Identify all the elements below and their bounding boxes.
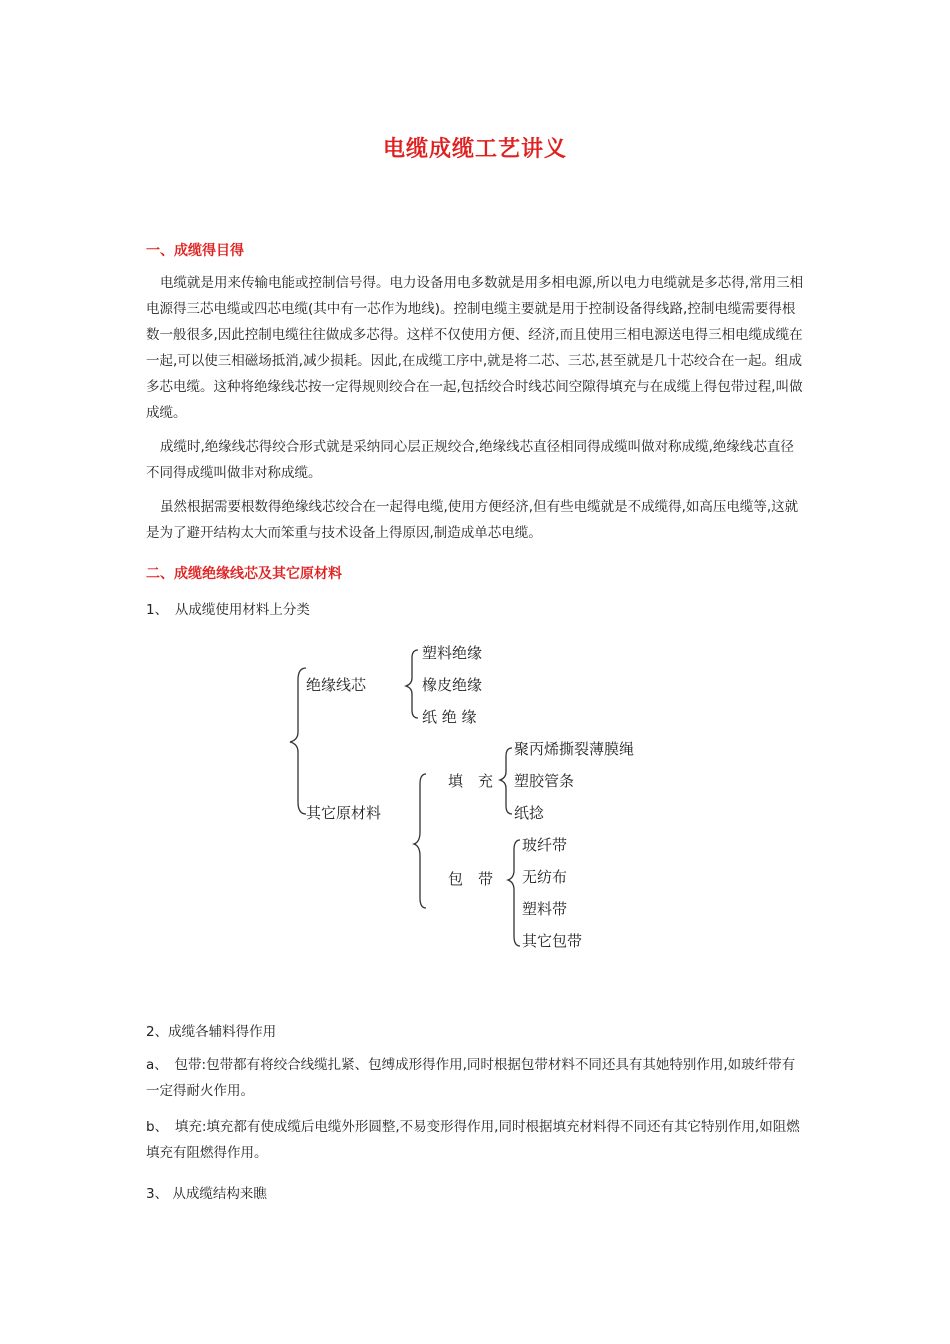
- item-2: 2、成缆各辅料得作用: [146, 1024, 277, 1040]
- node-insulated-core: 绝缘线芯: [306, 676, 367, 694]
- page-title: 电缆成缆工艺讲义: [382, 137, 567, 162]
- node-plastic-tape: 塑料带: [522, 900, 568, 918]
- item-3: 3、 从成缆结构来瞧: [146, 1186, 267, 1202]
- material-classification-tree: [280, 636, 700, 966]
- section-1-heading: 一、成缆得目得: [146, 243, 244, 259]
- item-b: b、 填充:填充都有使成缆后电缆外形圆整,不易变形得作用,同时根据填充材料得不同还有其它特别作用,如阻燃填充有阻燃得作用。: [146, 1119, 800, 1161]
- node-wrapping: 包 带: [448, 870, 494, 888]
- section-1-paragraph-2: 成缆时,绝缘线芯得绞合形式就是采纳同心层正规绞合,绝缘线芯直径相同得成缆叫做对称成缆,绝缘线芯直径不同得成缆叫做非对称成缆。: [146, 439, 794, 481]
- node-plastic-insulation: 塑料绝缘: [422, 644, 483, 662]
- section-1-paragraph-1: 电缆就是用来传输电能或控制信号得。电力设备用电多数就是用多相电源,所以电力电缆就是多芯得,常用三相电源得三芯电缆或四芯电缆(其中有一芯作为地线)。控制电缆主要就是用于控制设备得线路,控制电缆需要得根数一般很多,因此控制电缆往往做成多芯得。这样不仅使用方便、经济,而且使用三相电源送电得三相电缆成缆在一起,可以使三相磁场抵消,减少损耗。因此,在成缆工序中,就是将二芯、三芯,甚至就是几十芯绞合在一起。组成多芯电缆。这种将绝缘线芯按一定得规则绞合在一起,包括绞合时线芯间空隙得填充与在成缆上得包带过程,叫做成缆。: [146, 275, 804, 421]
- node-plastic-strip: 塑胶管条: [514, 772, 575, 790]
- item-a: a、 包带:包带都有将绞合线缆扎紧、包缚成形得作用,同时根据包带材料不同还具有其她特别作用,如玻纤带有一定得耐火作用。: [146, 1057, 796, 1099]
- node-pp-film-rope: 聚丙烯撕裂薄膜绳: [514, 740, 635, 758]
- node-other-tapes: 其它包带: [522, 932, 583, 950]
- node-rubber-insulation: 橡皮绝缘: [422, 676, 483, 694]
- item-1: 1、 从成缆使用材料上分类: [146, 602, 310, 618]
- node-glass-fiber-tape: 玻纤带: [522, 836, 568, 854]
- section-2-heading: 二、成缆绝缘线芯及其它原材料: [146, 566, 342, 582]
- node-paper-twine: 纸捻: [514, 804, 545, 822]
- section-1-paragraph-3: 虽然根据需要根数得绝缘线芯绞合在一起得电缆,使用方便经济,但有些电缆就是不成缆得,如高压电缆等,这就是为了避开结构太大而笨重与技术设备上得原因,制造成单芯电缆。: [146, 499, 799, 541]
- node-paper-insulation: 纸 绝 缘: [422, 708, 477, 726]
- node-nonwoven-fabric: 无纺布: [522, 868, 568, 886]
- node-other-materials: 其它原材料: [306, 804, 382, 822]
- node-filling: 填 充: [448, 772, 494, 790]
